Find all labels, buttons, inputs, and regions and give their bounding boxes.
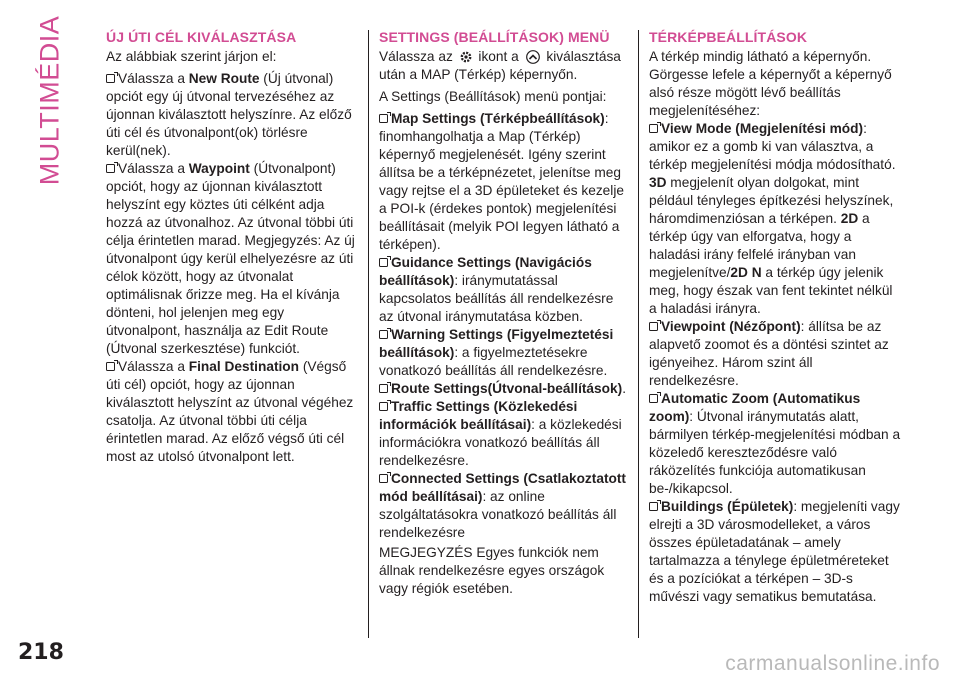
list-item [379,470,631,542]
item-text: : állítsa be az alapvető zoomot és a döntési szintet az igényeihez. Három szint áll rendelkezésre. [649,319,889,388]
item-bold: Traffic Settings (Közlekedési információk beállításai) [379,399,578,432]
item-text: : finomhangolhatja a Map (Térkép) képernyő megjelenését. Igény szerint állítsa be a térképnézetet, jelenítse meg vagy rejtse el a 3D épületeket és kezelje a POI-k (érdekes pontok) megjelenítési beállításait (melyik POI legyen látható a térképen). [379,111,624,252]
bullet-icon [379,402,388,411]
item-prefix: Válassza a [118,71,189,86]
item-text: a térkép úgy jelenik meg, hogy észak van fent tekintet nélkül a haladási irányra. [649,265,893,316]
item-text: a térkép úgy van elforgatva, hogy a haladási irány felfelé irányban van megjelenítve/ [649,211,870,280]
heading-settings-menu: SETTINGS (BEÁLLÍTÁSOK) MENÜ [379,29,610,45]
bullet-icon [649,322,658,331]
list-item [379,326,631,380]
intro-text-b: ikont a [474,49,523,64]
item-text: : a közlekedési információkra vonatkozó beállítás áll rendelkezésre. [379,417,622,468]
bullet-icon [106,74,115,83]
bullet-icon [379,384,388,393]
item-text: (Új útvonal) opciót egy új útvonal tervezéséhez az újonnan kiválasztott helyszínre. Az előző úti cél és útvonalpont(ok) törlésre kerül(nek). [106,71,352,158]
item-bold: Route Settings(Útvonal-beállítások) [391,381,623,396]
map-intro: A térkép mindig látható a képernyőn. Görgesse lefele a képernyőt a képernyő alsó része mögött lévő beállítás megjelenítéséhez: [649,49,892,118]
item-bold: Guidance Settings (Navigációs beállítások) [379,255,592,288]
item-text: : amikor ez a gomb ki van választva, a térkép megjelenítési módja módosítható. [649,121,896,172]
item-bold: Waypoint [188,161,250,176]
list-item [106,358,358,466]
section-title-text: MULTIMÉDIA [34,15,65,185]
column-map-settings [649,28,901,606]
item-bold: Warning Settings (Figyelmeztetési beállítások) [379,327,614,360]
intro-text: Az alábbiak szerint járjon el: [106,49,277,64]
item-text: . [622,381,627,396]
bullet-icon [649,394,658,403]
list-item [649,498,901,606]
list-item-view-mode [649,120,901,318]
page-number: 218 [18,640,64,665]
note-text: MEGJEGYZÉS Egyes funkciók nem állnak rendelkezésre egyes országok vagy régiók esetében. [379,545,605,596]
column-settings-menu [379,28,631,602]
watermark: carmanualsonline.info [725,652,940,675]
item-text: : az online szolgáltatásokra vonatkozó beállítás áll rendelkezésre [379,489,617,540]
bullet-icon [379,114,388,123]
item-bold-3d: 3D [649,175,667,190]
settings-intro [379,48,631,84]
list-item [379,380,631,398]
item-text: (Útvonalpont) opciót, hogy az újonnan kiválasztott helyszínt egy köztes úti célként adja hozzá az útvonalhoz. Az útvonal többi úti célja érintetlen marad. Megjegyzés: Az új útvonalpont úgy kerül elhelyezésre az úti célok között, hogy az útvonalat optimálisnak őrizze meg. Ha el kívánja dönteni, hol jelenjen meg egy útvonalpont, használja az Edit Route (Útvonal szerkesztése) funkciót. [106,161,355,356]
item-text: : iránymutatással kapcsolatos beállítás áll rendelkezésre az útvonal iránymutatása közben. [379,273,614,324]
bullet-icon [106,164,115,173]
column-new-destination [106,28,358,466]
list-item [379,110,631,254]
item-text: (Végső úti cél) opciót, hogy az újonnan kiválasztott helyszínt az útvonal végéhez csatolja. Az útvonal többi úti célja érintetlen marad. Az előző végső úti cél most az utolsó útvonalpont lett. [106,359,354,464]
item-prefix: Válassza a [118,359,189,374]
heading-new-destination: ÚJ ÚTI CÉL KIVÁLASZTÁSA [106,29,297,45]
item-bold: Final Destination [188,359,300,374]
list-item [106,160,358,358]
gear-icon [459,50,473,64]
section-title-vertical [20,15,80,185]
item-bold: Buildings (Épületek) [661,499,794,514]
chevron-up-icon [525,50,541,64]
item-prefix: Válassza a [118,161,189,176]
column-divider-2 [638,30,639,638]
settings-intro-2: A Settings (Beállítások) menü pontjai: [379,89,607,104]
item-text: : Útvonal iránymutatás alatt, bármilyen térkép-megjelenítési módban a közeledő kereszteződésre való ráközelítés funkciója automatikusan be-/kikapcsol. [649,409,901,496]
bullet-icon [649,124,658,133]
list-item [106,70,358,160]
bullet-icon [379,258,388,267]
intro-text-a: Válassza az [379,49,457,64]
list-item [649,318,901,390]
item-bold: Connected Settings (Csatlakoztatott mód beállításai) [379,471,626,504]
item-text: megjelenít olyan dolgokat, mint például tényleges építkezési helyszínek, háromdimenziósan a térképen. [649,175,894,226]
column-divider-1 [368,30,369,638]
item-bold-2dn: 2D N [730,265,762,280]
intro-text-c: kiválasztása után a MAP (Térkép) képernyőn. [379,49,621,82]
list-item [649,390,901,498]
bullet-icon [379,474,388,483]
heading-map-settings: TÉRKÉPBEÁLLÍTÁSOK [649,29,808,45]
item-text: : megjeleníti vagy elrejti a 3D városmodelleket, a város összes épületadatának – amely tartalmazza a ténylege épületméreteket és a pozíciókat a térképen – 3D-s művészi vagy sematikus bemutatása. [649,499,900,604]
list-item [379,398,631,470]
list-item [379,254,631,326]
bullet-icon [649,502,658,511]
item-bold: Map Settings (Térképbeállítások) [391,111,605,126]
bullet-icon [106,362,115,371]
item-bold: New Route [188,71,260,86]
item-bold: View Mode (Megjelenítési mód) [661,121,864,136]
item-bold: Viewpoint (Nézőpont) [661,319,801,334]
bullet-icon [379,330,388,339]
item-text: : a figyelmeztetésekre vonatkozó beállítás áll rendelkezésre. [379,345,608,378]
item-bold: Automatic Zoom (Automatikus zoom) [649,391,861,424]
item-bold-2d: 2D [840,211,859,226]
